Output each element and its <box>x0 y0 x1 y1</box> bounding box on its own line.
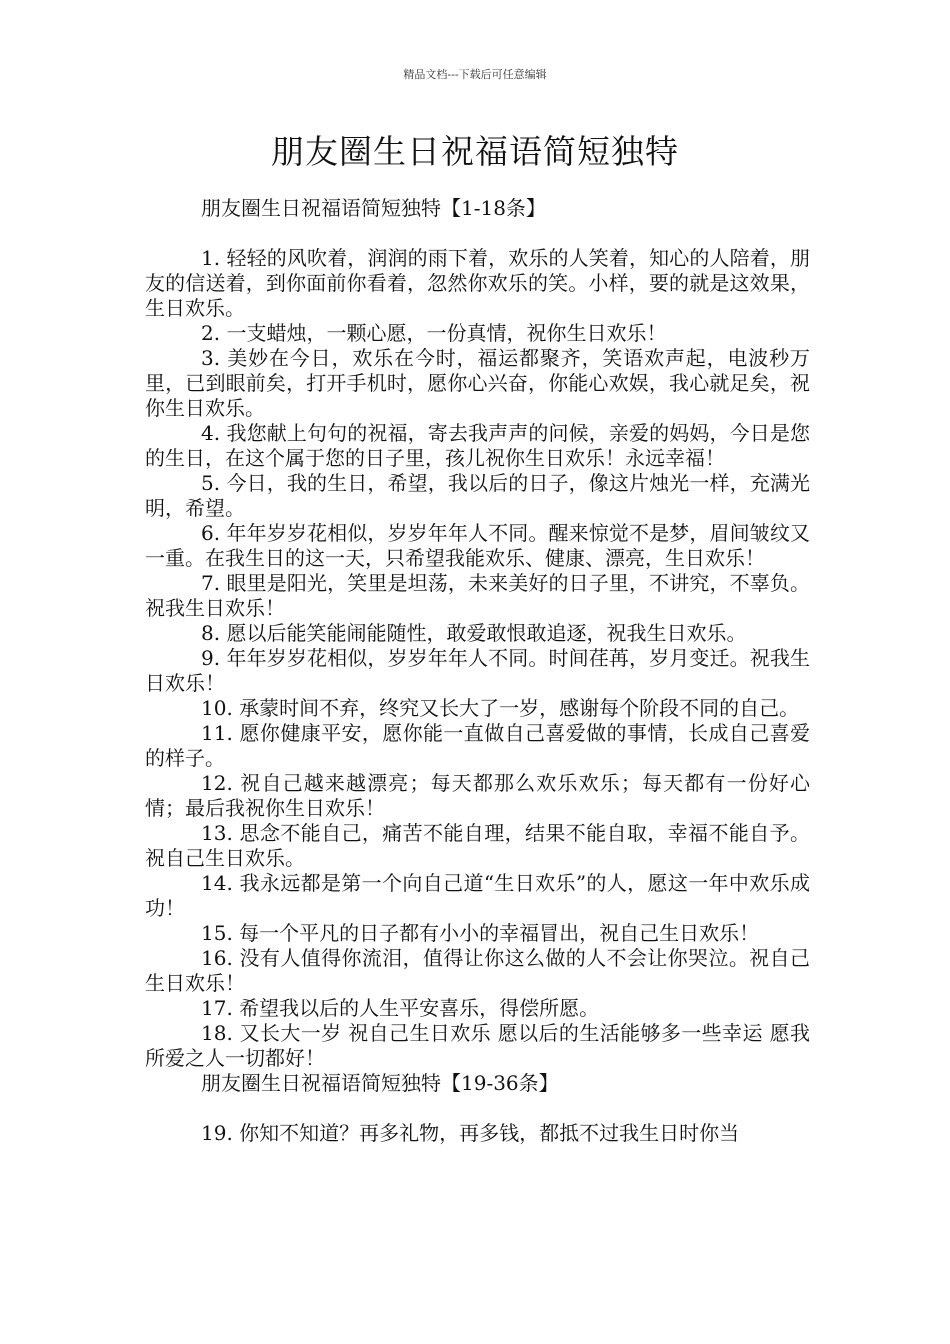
list-item: 7. 眼里是阳光，笑里是坦荡，未来美好的日子里，不讲究，不辜负。祝我生日欢乐！ <box>145 571 810 620</box>
list-item: 6. 年年岁岁花相似，岁岁年年人不同。醒来惊觉不是梦，眉间皱纹又一重。在我生日的这一天，只希望我能欢乐、健康、漂亮，生日欢乐！ <box>145 521 810 570</box>
document-title: 朋友圈生日祝福语简短独特 <box>271 132 679 171</box>
section-heading: 朋友圈生日祝福语简短独特【1-18条】 <box>201 196 546 220</box>
list-item: 19. 你知不知道？再多礼物，再多钱，都抵不过我生日时你当 <box>201 1121 740 1145</box>
list-item: 13. 思念不能自己，痛苦不能自理，结果不能自取，幸福不能自予。祝自己生日欢乐。 <box>145 821 810 870</box>
section-heading: 朋友圈生日祝福语简短独特【19-36条】 <box>201 1071 559 1095</box>
list-item: 15. 每一个平凡的日子都有小小的幸福冒出，祝自己生日欢乐！ <box>201 921 760 945</box>
list-item: 2. 一支蜡烛，一颗心愿，一份真情，祝你生日欢乐！ <box>201 321 667 345</box>
list-item: 11. 愿你健康平安，愿你能一直做自己喜爱做的事情，长成自己喜爱的样子。 <box>145 721 810 770</box>
page-header-note: 精品文档---下载后可任意编辑 <box>403 68 547 81</box>
document-body <box>145 196 810 1146</box>
list-item: 16. 没有人值得你流泪，值得让你这么做的人不会让你哭泣。祝自己生日欢乐！ <box>145 946 810 995</box>
list-item: 18. 又长大一岁 祝自己生日欢乐 愿以后的生活能够多一些幸运 愿我所爱之人一切都好！ <box>145 1021 810 1070</box>
list-item: 12. 祝自己越来越漂亮；每天都那么欢乐欢乐；每天都有一份好心情；最后我祝你生日欢乐！ <box>145 771 810 820</box>
list-item: 1. 轻轻的风吹着，润润的雨下着，欢乐的人笑着，知心的人陪着，朋友的信送着，到你面前你看着，忽然你欢乐的笑。小样，要的就是这效果，生日欢乐。 <box>145 246 810 320</box>
list-item: 14. 我永远都是第一个向自己道“生日欢乐”的人，愿这一年中欢乐成功！ <box>145 871 810 920</box>
list-item: 8. 愿以后能笑能闹能随性，敢爱敢恨敢追逐，祝我生日欢乐。 <box>201 621 747 645</box>
list-item: 9. 年年岁岁花相似，岁岁年年人不同。时间荏苒，岁月变迁。祝我生日欢乐！ <box>145 646 810 695</box>
list-item: 4. 我您献上句句的祝福，寄去我声声的问候，亲爱的妈妈，今日是您的生日，在这个属于您的日子里，孩儿祝你生日欢乐！永远幸福！ <box>145 421 810 470</box>
list-item: 5. 今日，我的生日，希望，我以后的日子，像这片烛光一样，充满光明，希望。 <box>145 471 810 520</box>
list-item: 10. 承蒙时间不弃，终究又长大了一岁，感谢每个阶段不同的自己。 <box>201 696 800 720</box>
list-item: 17. 希望我以后的人生平安喜乐，得偿所愿。 <box>201 996 600 1020</box>
list-item: 3. 美妙在今日，欢乐在今时，福运都聚齐，笑语欢声起，电波秒万里，已到眼前矣，打开手机时，愿你心兴奋，你能心欢娱，我心就足矣，祝你生日欢乐。 <box>145 346 810 420</box>
